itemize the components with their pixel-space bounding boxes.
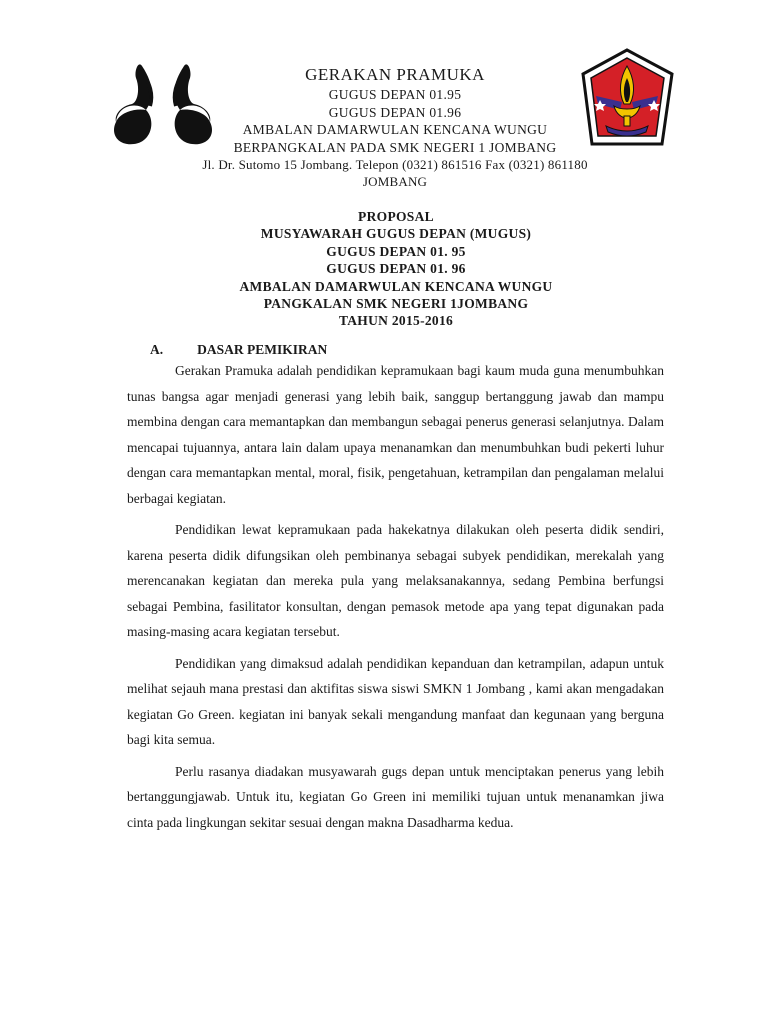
section-title: DASAR PEMIKIRAN [197, 342, 328, 357]
proposal-title [130, 208, 662, 330]
letterhead-line: GUGUS DEPAN 01.95 [328, 87, 462, 102]
title-line: TAHUN 2015-2016 [338, 313, 454, 329]
paragraph: Pendidikan yang dimaksud adalah pendidikan kepanduan dan ketrampilan, adapun untuk melihat sejauh mana prestasi dan aktifitas siswa siswi SMKN 1 Jombang , kami akan mengadakan kegiatan Go Green. kegiatan ini banyak sekali mengandung manfaat dan kegunaan yang berguna bagi kita semua. [127, 655, 664, 747]
letterhead-line: BERPANGKALAN PADA SMK NEGERI 1 JOMBANG [233, 139, 557, 155]
body-text [127, 358, 664, 835]
paragraph: Pendidikan lewat kepramukaan pada hakekatnya dilakukan oleh peserta didik sendiri, karena peserta didik difungsikan oleh pembinanya sebagai subyek pendidikan, merekalah yang merencanakan kegiatan dan mereka pula yang melaksanakannya, sedang Pembina berfungsi sebagai Pembina, fasilitator konsultan, dengan pemasok metode apa yang tepat digunakan pada masing-masing acara kegiatan tersebut. [127, 522, 664, 639]
letterhead [150, 64, 640, 190]
title-line: AMBALAN DAMARWULAN KENCANA WUNGU [239, 278, 553, 294]
section-heading [150, 342, 327, 358]
organization-name: GERAKAN PRAMUKA [305, 65, 485, 84]
letterhead-city: JOMBANG [362, 174, 428, 189]
paragraph: Perlu rasanya diadakan musyawarah gugs depan untuk menciptakan penerus yang lebih bertanggungjawab. Untuk itu, kegiatan Go Green ini memiliki tujuan untuk menanamkan jiwa cinta pada lingkungan sekitar sesuai dengan makna Dasadharma kedua. [127, 763, 664, 830]
title-line: PANGKALAN SMK NEGERI 1JOMBANG [263, 296, 529, 312]
section-number: A. [150, 342, 164, 357]
letterhead-address: Jl. Dr. Sutomo 15 Jombang. Telepon (0321) 861516 Fax (0321) 861180 [202, 157, 588, 172]
title-line: GUGUS DEPAN 01. 95 [326, 243, 466, 259]
letterhead-line: GUGUS DEPAN 01.96 [328, 104, 462, 120]
paragraph: Gerakan Pramuka adalah pendidikan kepramukaan bagi kaum muda guna menumbuhkan tunas bangsa agar menjadi generasi yang lebih baik, sanggup bertanggung jawab dan mampu membina dengan cara memantapkan dan membangun sebagai penerus generasi selanjutnya. Dalam mencapai tujuannya, antara lain dalam upaya menanamkan dan menumbuhkan budi pekerti luhur dengan cara memantapkan mental, moral, fisik, pengetahuan, ketrampilan dan pengalaman melalui berbagai kegiatan. [127, 363, 664, 506]
title-line: PROPOSAL [358, 209, 434, 224]
letterhead-line: AMBALAN DAMARWULAN KENCANA WUNGU [242, 122, 548, 137]
title-line: MUSYAWARAH GUGUS DEPAN (MUGUS) [260, 226, 532, 242]
title-line: GUGUS DEPAN 01. 96 [326, 261, 466, 277]
